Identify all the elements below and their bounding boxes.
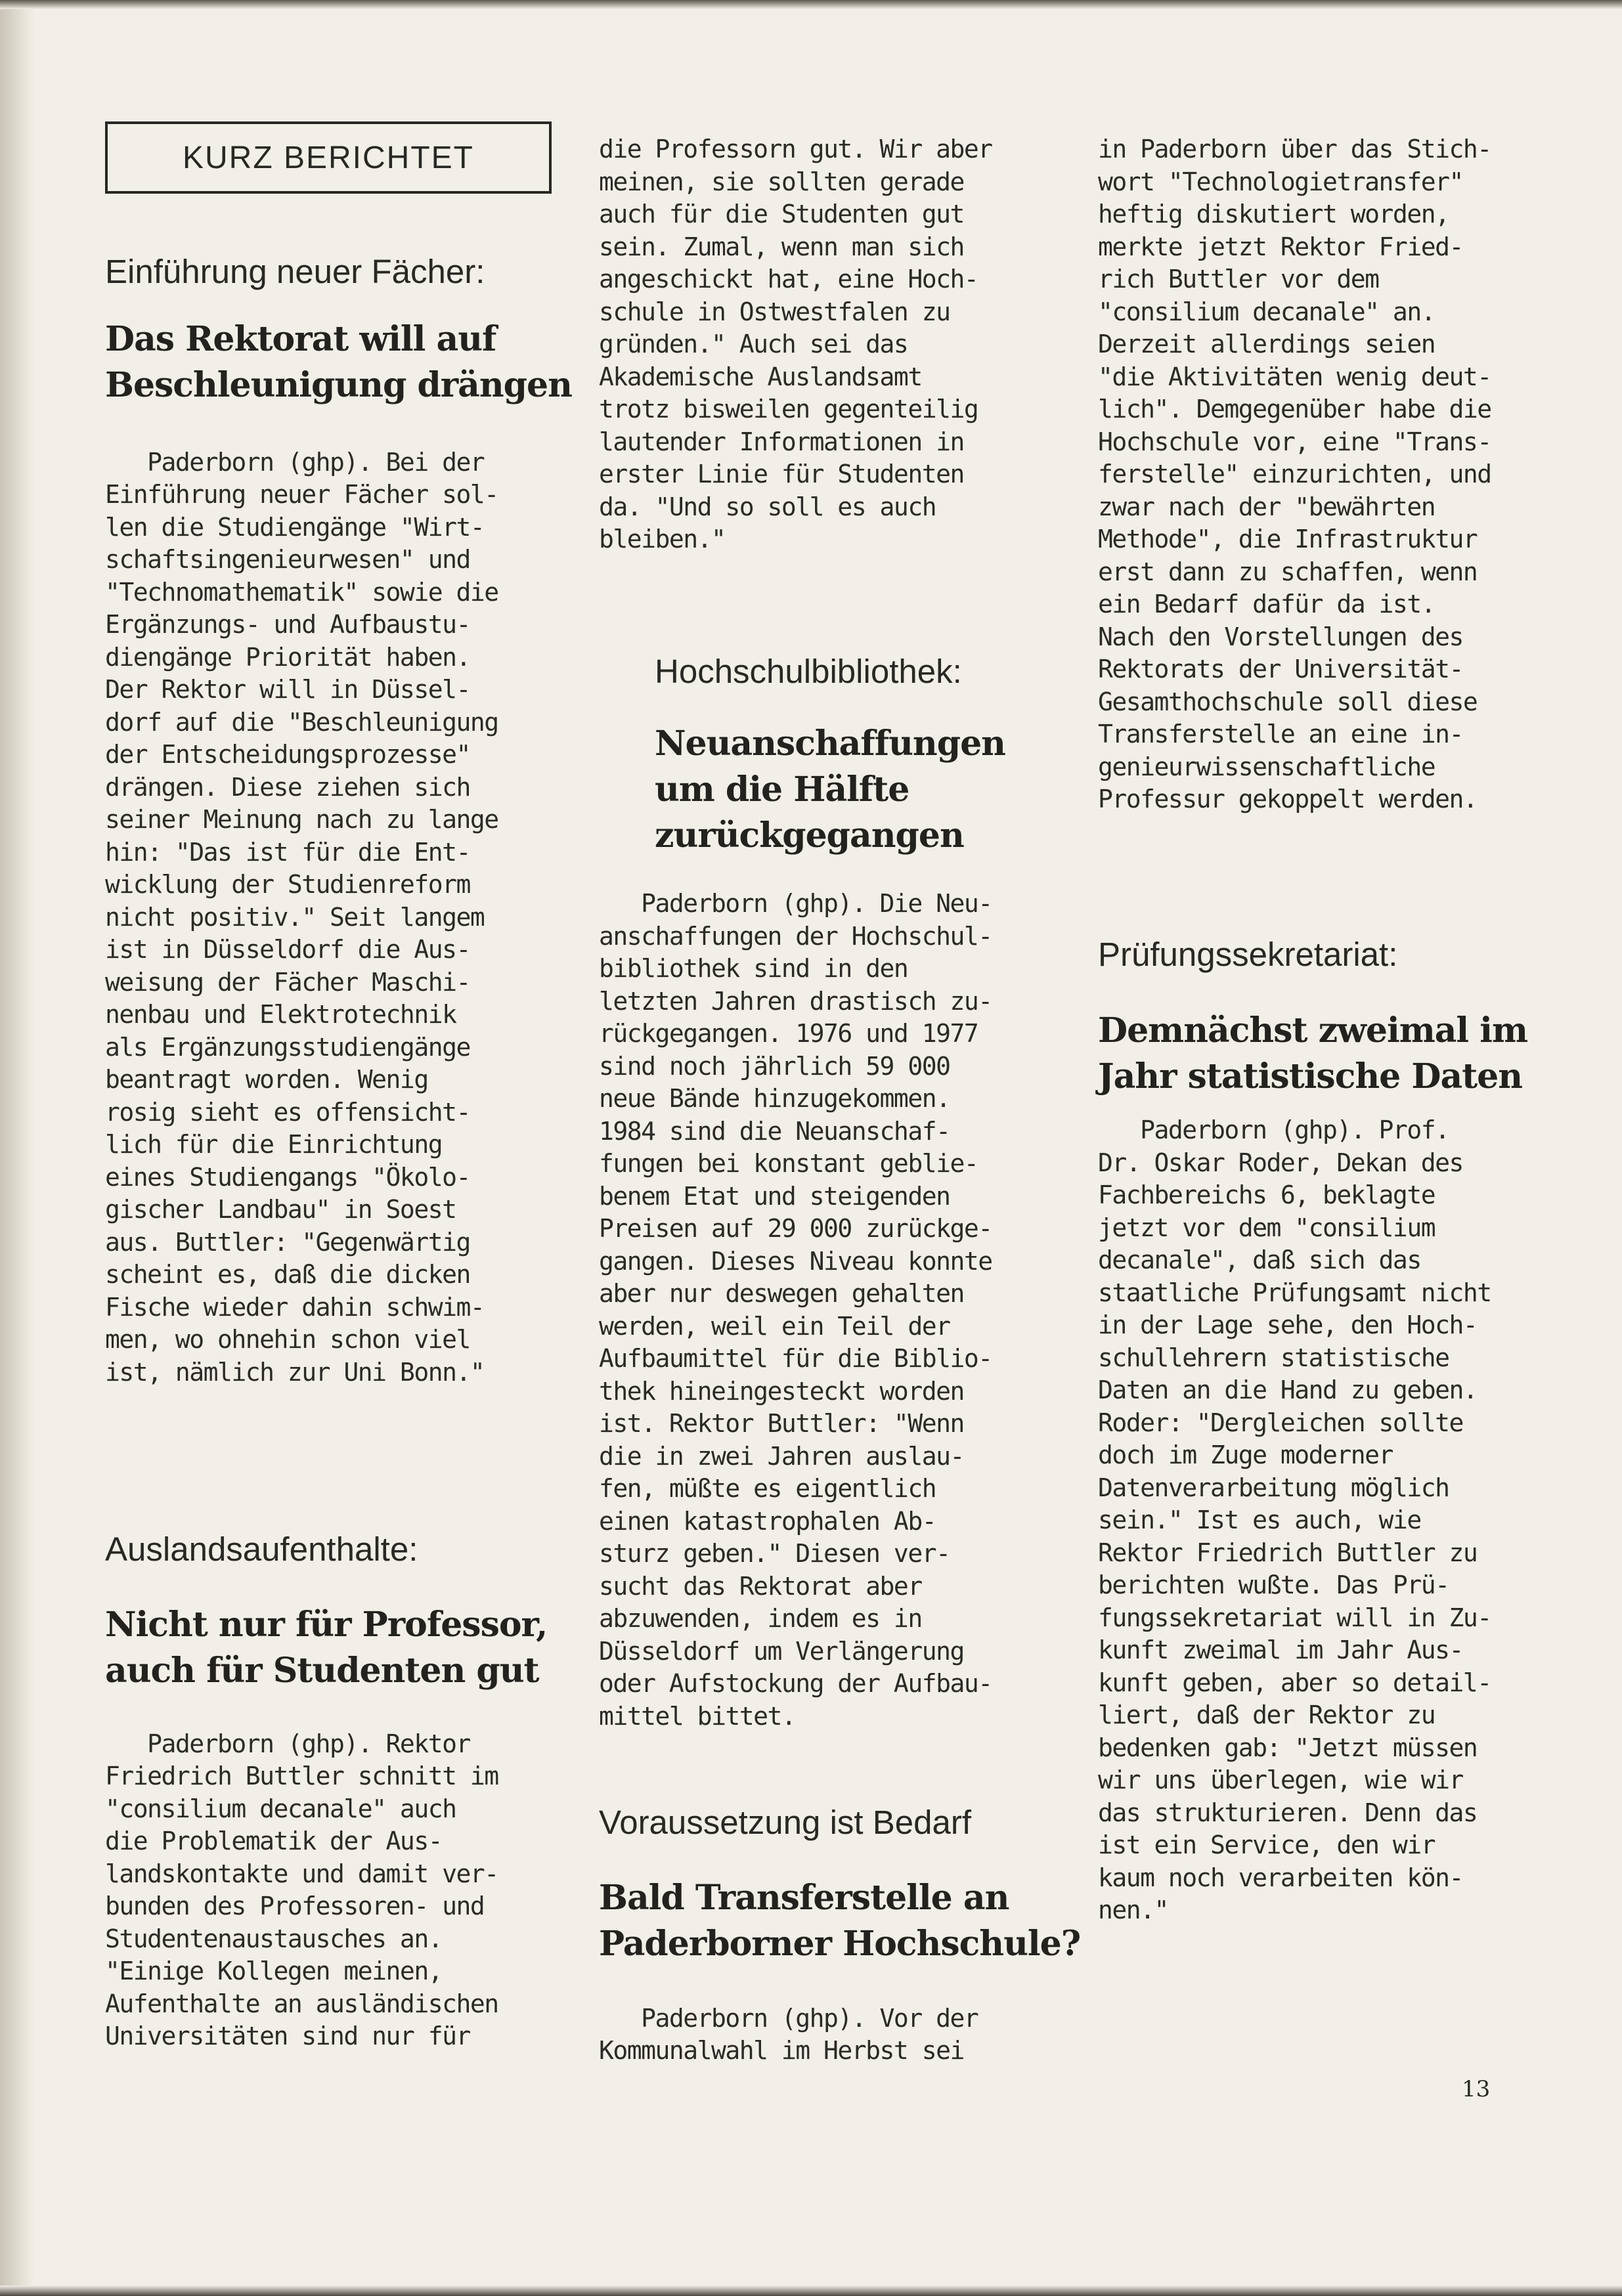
headline-line: Das Rektorat will auf [105,318,496,359]
headline-line: Beschleunigung drängen [105,364,572,405]
headline-line: Jahr statistische Daten [1098,1056,1523,1097]
article-headline [599,1875,1085,1967]
article-neue-faecher [105,253,591,1389]
article-body: Paderborn (ghp). Bei der Einführung neuer Fächer sol- len die Studiengänge "Wirt- schaftsingenieurwesen" und "Technomathematik" sowie die Ergänzungs- und Aufbaustu- diengänge Priorität haben. Der Rektor will in Düssel- dorf auf die "Beschleunigung der Entscheidungsprozesse" drängen. Diese ziehen sich seiner Meinung nach zu lange hin: "Das ist für die Ent- wicklung der Studienreform nicht positiv." Seit langem ist in Düsseldorf die Aus- weisung der Fächer Maschi- nenbau und Elektrotechnik als Ergänzungsstudiengänge beantragt worden. Wenig rosig sieht es offensicht- lich für die Einrichtung eines Studiengangs "Ökolo- gischer Landbau" in Soest aus. Buttler: "Gegenwärtig scheint es, daß die dicken Fische wieder dahin schwim- men, wo ohnehin schon viel ist, nämlich zur Uni Bonn." [105,447,498,1387]
article-kicker: Prüfungssekretariat: [1098,935,1398,973]
section-label: KURZ BERICHTET [182,140,474,175]
headline-line: Demnächst zweimal im [1098,1010,1528,1051]
page-top-edge [0,0,1622,9]
section-label-box [105,121,552,194]
article-body-continued: die Professorn gut. Wir aber meinen, sie sollten gerade auch für die Studenten gut sein. Zumal, wenn man sich angeschickt hat, eine Hoch- schule in Ostwestfalen zu gründen." Auch sei das Akademische Auslandsamt trotz bisweilen gegenteilig lautender Informationen in erster Linie für Studenten da. "Und so soll es auch bleiben." [599,135,992,553]
page-binding-shadow [0,0,34,2296]
article-body: Paderborn (ghp). Die Neu- anschaffungen der Hochschul- bibliothek sind in den letzten Jahren drastisch zu- rückgegangen. 1976 und 1977 sind noch jährlich 59 000 neue Bände hinzugekommen. 1984 sind die Neuanschaf- fungen bei konstant geblie- benem Etat und steigenden Preisen auf 29 000 zurückge- gangen. Dieses Niveau konnte aber nur deswegen gehalten werden, weil ein Teil der Aufbaumittel für die Biblio- thek hineingesteckt worden ist. Rektor Buttler: "Wenn die in zwei Jahren auslau- fen, müßte es eigentlich einen katastrophalen Ab- sturz geben." Diesen ver- sucht das Rektorat aber abzuwenden, indem es in Düsseldorf um Verlängerung oder Aufstockung der Aufbau- mittel bittet. [599,889,992,1731]
headline-line: Bald Transferstelle an [599,1877,1009,1918]
headline-line: um die Hälfte [655,769,910,810]
headline-line: zurückgegangen [655,815,964,856]
column-1 [105,98,591,2053]
column-3 [1098,98,1564,1927]
page-number: 13 [1462,2076,1491,2102]
article-body: Paderborn (ghp). Prof. Dr. Oskar Roder, Dekan des Fachbereichs 6, beklagte jetzt vor dem "consilium decanale", daß sich das staatliche Prüfungsamt nicht in der Lage sehe, den Hoch- schullehrern statistische Daten an die Hand zu geben. Roder: "Dergleichen sollte doch im Zuge moderner Datenverarbeitung möglich sein." Ist es auch, wie Rektor Friedrich Buttler zu berichten wußte. Das Prü- fungssekretariat will in Zu- kunft zweimal im Jahr Aus- kunft geben, aber so detail- liert, daß der Rektor zu bedenken gab: "Jetzt müssen wir uns überlegen, wie wir das strukturieren. Denn das ist ein Service, den wir kaum noch verarbeiten kön- nen." [1098,1116,1491,1925]
article-kicker: Auslandsaufenthalte: [105,1530,418,1569]
article-body-continued: in Paderborn über das Stich- wort "Technologietransfer" heftig diskutiert worden, merkte jetzt Rektor Fried- rich Buttler vor dem "consilium decanale" an. Derzeit allerdings seien "die Aktivitäten wenig deut- lich". Demgegenüber habe die Hochschule vor, eine "Trans- ferstelle" einzurichten, und zwar nach der "bewährten Methode", die Infrastruktur erst dann zu schaffen, wenn ein Bedarf dafür da ist. Nach den Vorstellungen des Rektorats der Universität- Gesamthochschule soll diese Transferstelle an eine in- genieurwissenschaftliche Professur gekoppelt werden. [1098,135,1491,813]
article-auslandsaufenthalte [105,1530,591,2053]
headline-line: Paderborner Hochschule? [599,1923,1081,1964]
article-kicker: Voraussetzung ist Bedarf [599,1804,972,1842]
article-kicker: Einführung neuer Fächer: [105,253,485,290]
article-headline [655,721,1085,859]
article-transferstelle [599,1804,1085,2068]
article-headline [105,316,591,408]
headline-line: Neuanschaffungen [655,724,1005,764]
article-pruefungssekretariat [1098,936,1564,1927]
article-hochschulbibliothek [599,653,1085,1733]
article-kicker: Hochschulbibliothek: [655,652,962,690]
headline-line: auch für Studenten gut [105,1650,539,1691]
article-headline [105,1602,591,1694]
column-2 [599,98,1085,2068]
page-bottom-edge [0,2285,1622,2296]
article-body: Paderborn (ghp). Rektor Friedrich Buttler schnitt im "consilium decanale" auch die Problematik der Aus- landskontakte und damit ver- bunden des Professoren- und Studentenaustausches an. "Einige Kollegen meinen, Aufenthalte an ausländischen Universitäten sind nur für [105,1729,498,2051]
headline-line: Nicht nur für Professor, [105,1604,548,1645]
article-headline [1098,1008,1564,1100]
article-body: Paderborn (ghp). Vor der Kommunalwahl im Herbst sei [599,2003,978,2066]
